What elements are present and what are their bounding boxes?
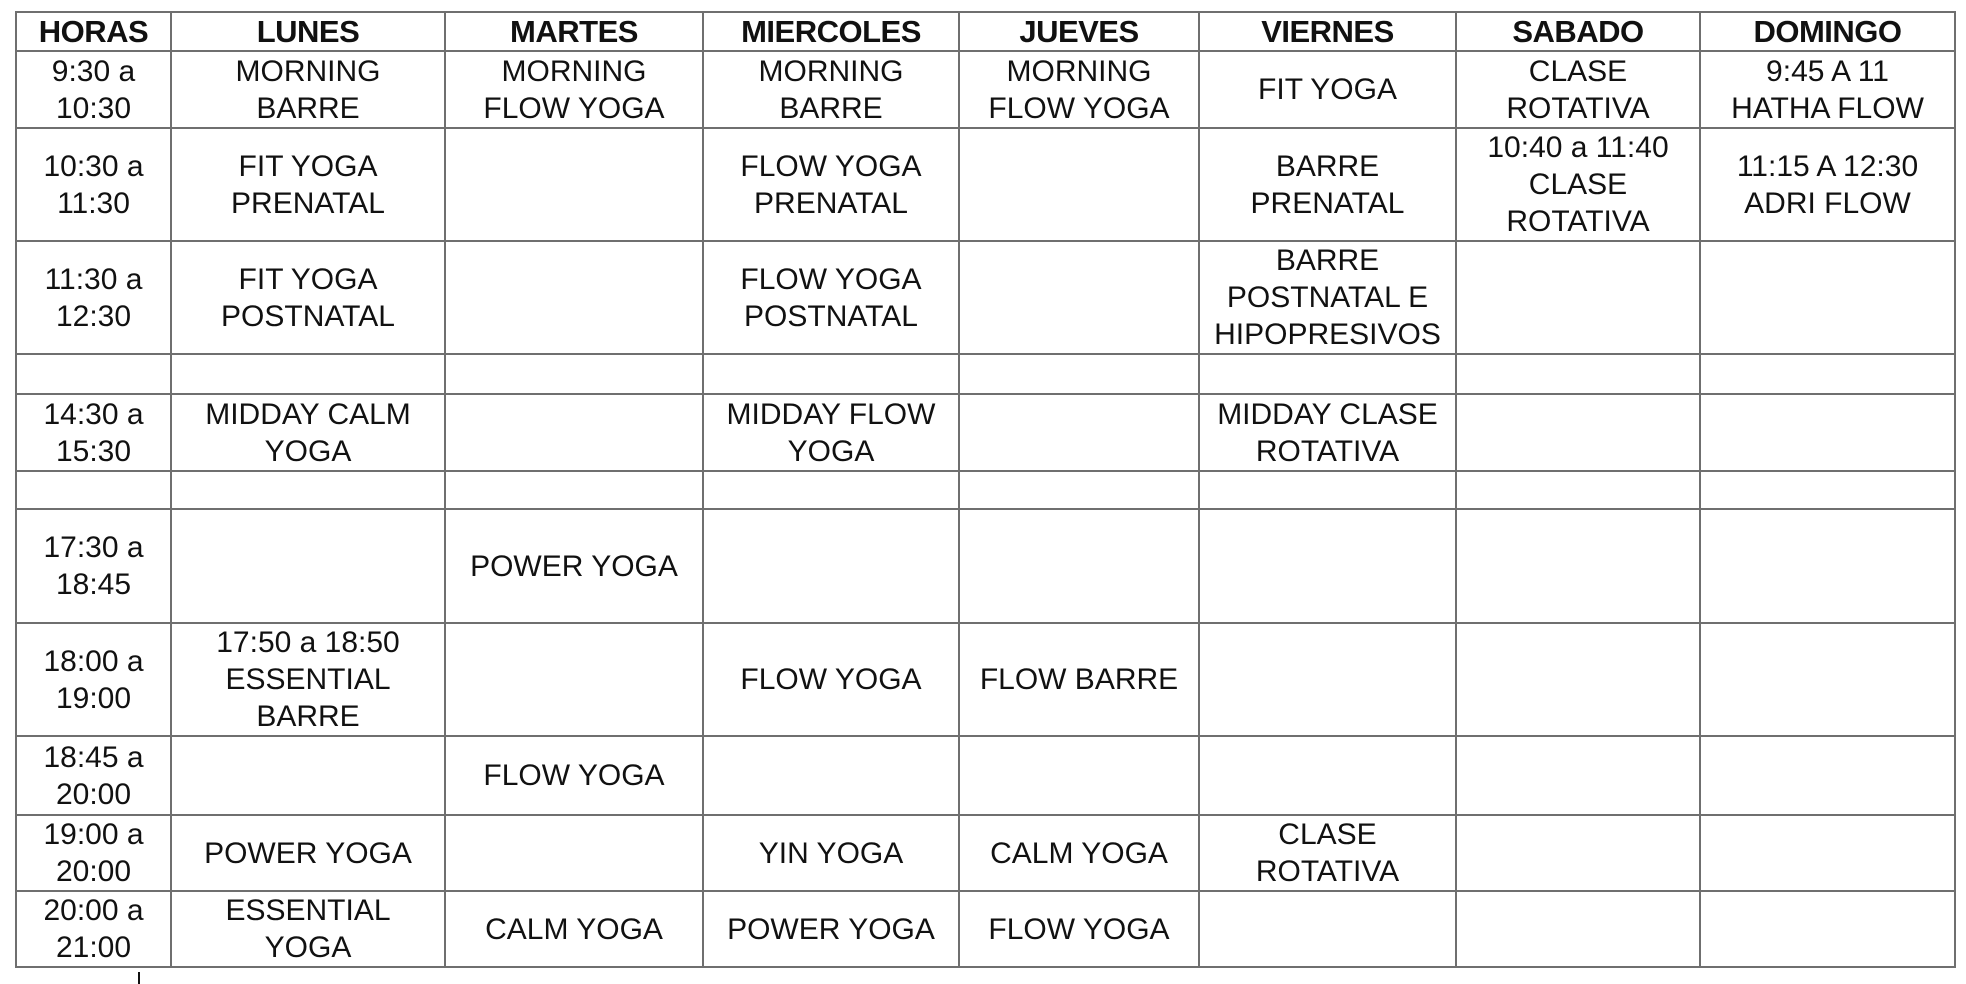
class-cell-lunes: POWER YOGA: [171, 815, 445, 891]
class-cell-sabado: 10:40 a 11:40 CLASE ROTATIVA: [1456, 128, 1700, 241]
time-slot-cell: 11:30 a 12:30: [16, 241, 171, 354]
class-cell-jueves: [959, 509, 1199, 623]
schedule-row: [16, 623, 1955, 736]
class-cell-miercoles: [703, 471, 959, 509]
class-cell-martes: [445, 815, 703, 891]
class-cell-miercoles: POWER YOGA: [703, 891, 959, 967]
class-cell-domingo: [1700, 623, 1955, 736]
class-cell-miercoles: MIDDAY FLOW YOGA: [703, 394, 959, 471]
time-slot-cell: 19:00 a 20:00: [16, 815, 171, 891]
class-cell-domingo: [1700, 471, 1955, 509]
class-cell-viernes: CLASE ROTATIVA: [1199, 815, 1456, 891]
class-cell-viernes: [1199, 471, 1456, 509]
class-cell-jueves: FLOW BARRE: [959, 623, 1199, 736]
class-cell-lunes: [171, 471, 445, 509]
schedule-body: [16, 51, 1955, 967]
header-miercoles: MIERCOLES: [703, 12, 959, 51]
class-cell-viernes: MIDDAY CLASE ROTATIVA: [1199, 394, 1456, 471]
time-slot-cell: [16, 354, 171, 394]
class-cell-lunes: [171, 509, 445, 623]
time-slot-cell: 9:30 a 10:30: [16, 51, 171, 128]
class-cell-viernes: BARRE POSTNATAL E HIPOPRESIVOS: [1199, 241, 1456, 354]
class-cell-jueves: [959, 128, 1199, 241]
class-cell-martes: [445, 241, 703, 354]
class-cell-sabado: [1456, 623, 1700, 736]
class-cell-lunes: MIDDAY CALM YOGA: [171, 394, 445, 471]
class-cell-domingo: [1700, 736, 1955, 815]
class-cell-viernes: [1199, 891, 1456, 967]
time-slot-cell: 14:30 a 15:30: [16, 394, 171, 471]
schedule-row: [16, 394, 1955, 471]
class-cell-sabado: [1456, 815, 1700, 891]
class-cell-lunes: FIT YOGA POSTNATAL: [171, 241, 445, 354]
class-cell-jueves: [959, 354, 1199, 394]
header-viernes: VIERNES: [1199, 12, 1456, 51]
schedule-row: [16, 128, 1955, 241]
header-sabado: SABADO: [1456, 12, 1700, 51]
class-cell-lunes: [171, 736, 445, 815]
schedule-row: [16, 51, 1955, 128]
time-slot-cell: 17:30 a 18:45: [16, 509, 171, 623]
class-cell-martes: FLOW YOGA: [445, 736, 703, 815]
class-cell-lunes: 17:50 a 18:50 ESSENTIAL BARRE: [171, 623, 445, 736]
class-schedule-table: [15, 11, 1956, 968]
class-cell-martes: CALM YOGA: [445, 891, 703, 967]
class-cell-domingo: [1700, 354, 1955, 394]
class-cell-jueves: [959, 471, 1199, 509]
class-cell-jueves: CALM YOGA: [959, 815, 1199, 891]
class-cell-martes: MORNING FLOW YOGA: [445, 51, 703, 128]
class-cell-jueves: [959, 394, 1199, 471]
class-cell-sabado: CLASE ROTATIVA: [1456, 51, 1700, 128]
class-cell-viernes: FIT YOGA: [1199, 51, 1456, 128]
class-cell-martes: [445, 354, 703, 394]
class-cell-miercoles: MORNING BARRE: [703, 51, 959, 128]
class-cell-miercoles: [703, 354, 959, 394]
schedule-row: [16, 891, 1955, 967]
class-cell-viernes: [1199, 354, 1456, 394]
schedule-row: [16, 736, 1955, 815]
class-cell-domingo: 11:15 A 12:30 ADRI FLOW: [1700, 128, 1955, 241]
schedule-row: [16, 241, 1955, 354]
class-cell-sabado: [1456, 509, 1700, 623]
class-cell-martes: POWER YOGA: [445, 509, 703, 623]
class-cell-martes: [445, 471, 703, 509]
class-cell-miercoles: YIN YOGA: [703, 815, 959, 891]
header-horas: HORAS: [16, 12, 171, 51]
class-cell-martes: [445, 623, 703, 736]
time-slot-cell: 20:00 a 21:00: [16, 891, 171, 967]
header-row: [16, 12, 1955, 51]
class-cell-lunes: FIT YOGA PRENATAL: [171, 128, 445, 241]
class-cell-domingo: [1700, 815, 1955, 891]
class-cell-domingo: [1700, 509, 1955, 623]
class-cell-domingo: [1700, 241, 1955, 354]
class-cell-viernes: [1199, 736, 1456, 815]
class-cell-sabado: [1456, 241, 1700, 354]
class-cell-miercoles: [703, 736, 959, 815]
schedule-row: [16, 815, 1955, 891]
class-cell-viernes: [1199, 509, 1456, 623]
header-domingo: DOMINGO: [1700, 12, 1955, 51]
class-cell-miercoles: FLOW YOGA PRENATAL: [703, 128, 959, 241]
class-cell-sabado: [1456, 471, 1700, 509]
class-cell-domingo: [1700, 891, 1955, 967]
time-slot-cell: 18:00 a 19:00: [16, 623, 171, 736]
cursor-mark: [138, 972, 140, 984]
class-cell-lunes: ESSENTIAL YOGA: [171, 891, 445, 967]
class-cell-domingo: [1700, 394, 1955, 471]
class-cell-lunes: MORNING BARRE: [171, 51, 445, 128]
class-cell-sabado: [1456, 354, 1700, 394]
schedule-row: [16, 471, 1955, 509]
schedule-row: [16, 354, 1955, 394]
class-cell-lunes: [171, 354, 445, 394]
header-jueves: JUEVES: [959, 12, 1199, 51]
header-lunes: LUNES: [171, 12, 445, 51]
class-cell-domingo: 9:45 A 11 HATHA FLOW: [1700, 51, 1955, 128]
class-cell-jueves: MORNING FLOW YOGA: [959, 51, 1199, 128]
class-cell-jueves: [959, 241, 1199, 354]
class-cell-martes: [445, 128, 703, 241]
class-cell-sabado: [1456, 891, 1700, 967]
time-slot-cell: [16, 471, 171, 509]
class-cell-viernes: [1199, 623, 1456, 736]
class-cell-miercoles: FLOW YOGA POSTNATAL: [703, 241, 959, 354]
class-cell-jueves: FLOW YOGA: [959, 891, 1199, 967]
time-slot-cell: 18:45 a 20:00: [16, 736, 171, 815]
schedule-row: [16, 509, 1955, 623]
class-cell-miercoles: [703, 509, 959, 623]
class-cell-sabado: [1456, 394, 1700, 471]
schedule-header: [16, 12, 1955, 51]
class-cell-miercoles: FLOW YOGA: [703, 623, 959, 736]
class-cell-jueves: [959, 736, 1199, 815]
time-slot-cell: 10:30 a 11:30: [16, 128, 171, 241]
class-cell-viernes: BARRE PRENATAL: [1199, 128, 1456, 241]
class-cell-martes: [445, 394, 703, 471]
header-martes: MARTES: [445, 12, 703, 51]
class-cell-sabado: [1456, 736, 1700, 815]
